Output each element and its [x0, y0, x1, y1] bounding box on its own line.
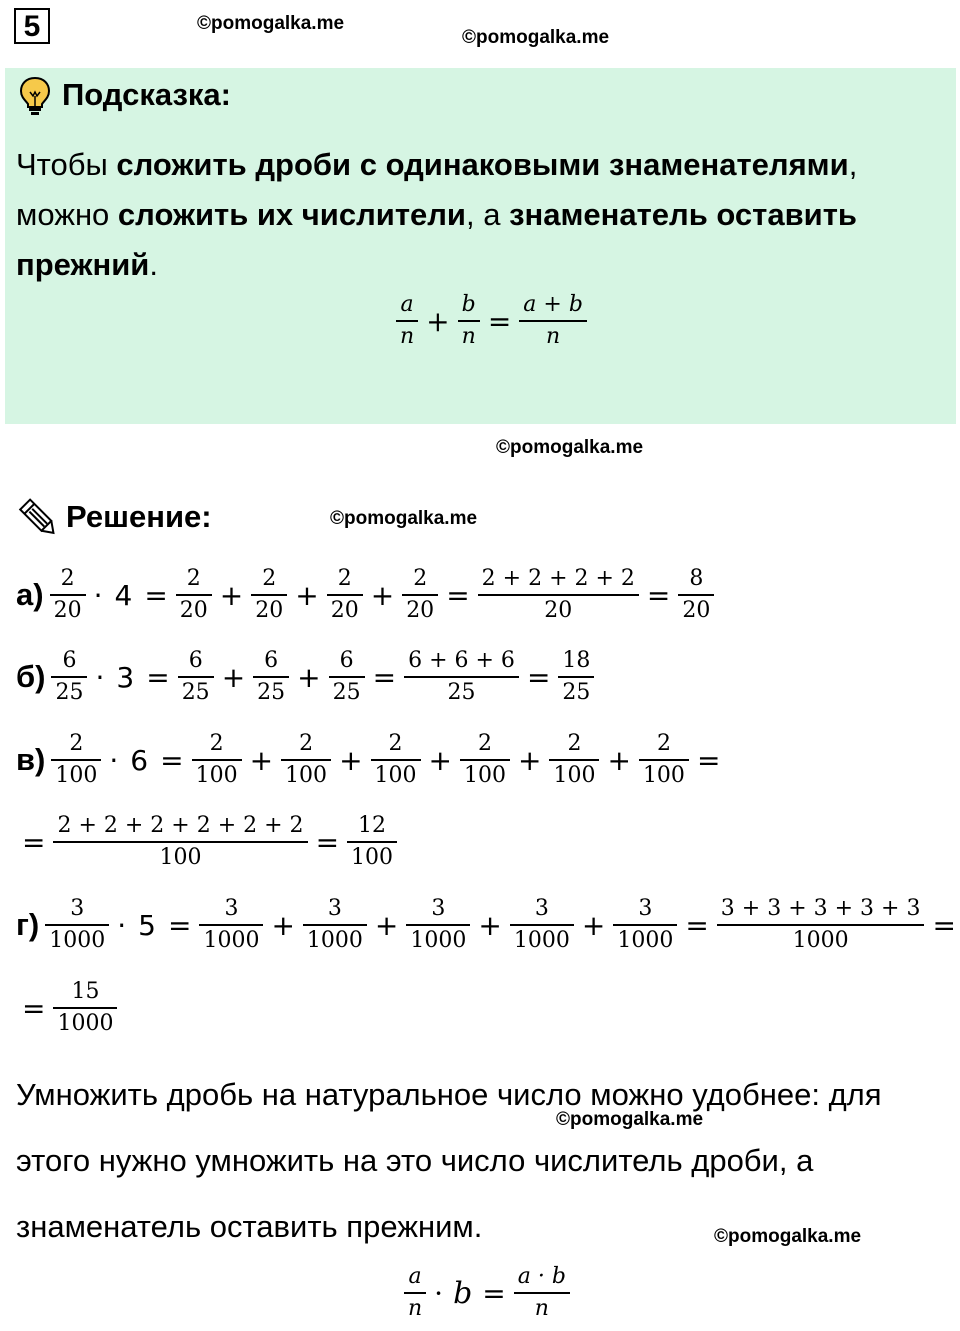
numerator: 6 — [339, 648, 354, 673]
numerator: 2 — [299, 731, 314, 756]
numerator: 2 + 2 + 2 + 2 — [481, 566, 635, 591]
numerator: 3 — [534, 896, 549, 921]
denominator: 1000 — [792, 928, 849, 953]
denominator: 1000 — [410, 928, 467, 953]
fraction — [478, 564, 639, 626]
row-label: а) — [16, 577, 44, 612]
operator: = — [646, 578, 671, 612]
numerator: 2 — [209, 731, 224, 756]
pencil-icon — [18, 496, 62, 540]
denominator: 1000 — [617, 928, 674, 953]
denominator: 25 — [447, 680, 476, 705]
numerator: 2 — [478, 731, 492, 756]
numerator: 2 — [567, 731, 582, 756]
fraction — [406, 894, 470, 956]
operator: + — [271, 908, 295, 942]
fraction — [404, 646, 519, 708]
denominator: 100 — [374, 763, 417, 788]
watermark: ©pomogalka.me — [330, 508, 478, 529]
denominator: 100 — [159, 845, 202, 870]
numerator: 18 — [562, 648, 591, 673]
operator: + — [370, 578, 395, 612]
numerator: 6 — [188, 648, 203, 673]
denominator: 20 — [406, 598, 435, 623]
denominator: 20 — [330, 598, 359, 623]
denominator: 1000 — [203, 928, 260, 953]
hint-text: Чтобы сложить дроби с одинаковыми знаменателями, можно сложить их числители, а знаменатель оставить прежний. — [16, 147, 858, 282]
numerator: 2 — [60, 566, 75, 591]
solution-row — [16, 720, 726, 800]
denominator: 100 — [642, 763, 685, 788]
numerator: 2 — [337, 566, 352, 591]
operator: + — [219, 578, 244, 612]
denominator: 1000 — [49, 928, 106, 953]
row-label: г) — [16, 907, 40, 942]
denominator: 100 — [464, 763, 506, 788]
watermark: ©pomogalka.me — [556, 1109, 704, 1130]
denominator: 20 — [255, 598, 284, 623]
denominator: 20 — [53, 598, 82, 623]
operator: + — [428, 743, 452, 777]
numerator: 8 — [689, 566, 704, 591]
operator: + — [249, 743, 274, 777]
fraction — [51, 729, 101, 791]
fraction — [329, 646, 365, 708]
denominator: 100 — [195, 763, 238, 788]
operator: = — [446, 578, 470, 612]
denominator: 100 — [55, 763, 98, 788]
operator: = — [932, 908, 956, 942]
fraction — [558, 646, 594, 708]
denominator: 100 — [351, 845, 394, 870]
denominator: 20 — [544, 598, 573, 623]
operator: = — [372, 660, 397, 694]
watermark: ©pomogalka.me — [496, 437, 644, 458]
fraction — [192, 729, 242, 791]
denominator: 100 — [285, 763, 328, 788]
fraction — [460, 729, 510, 791]
operator: + — [339, 743, 363, 777]
denominator: 1000 — [306, 928, 363, 953]
operator: + — [221, 660, 246, 694]
denominator: 100 — [553, 763, 596, 788]
solution-row — [16, 555, 716, 635]
numerator: 3 — [431, 896, 446, 921]
operator: + — [607, 743, 631, 777]
numerator: 3 — [638, 896, 653, 921]
operator: = — [146, 660, 170, 694]
watermark: ©pomogalka.me — [714, 1226, 862, 1247]
multiplier: 6 — [130, 743, 149, 777]
fraction — [303, 894, 367, 956]
fraction — [613, 894, 677, 956]
fraction — [251, 564, 287, 626]
watermark: ©pomogalka.me — [462, 27, 610, 48]
denominator: 25 — [332, 680, 361, 705]
hint-formula: $\frac{a}{n}$ + $\frac{b}{n}$ = $\frac{a + b}{n}$ — [394, 290, 589, 352]
numerator: 2 — [262, 566, 277, 591]
operator: + — [374, 908, 399, 942]
fraction — [199, 894, 263, 956]
fraction — [51, 646, 87, 708]
task-number: 5 — [14, 8, 50, 44]
fraction — [510, 894, 574, 956]
fraction — [50, 564, 86, 626]
operator: = — [22, 825, 46, 859]
operator: + — [478, 908, 502, 942]
fraction — [371, 729, 421, 791]
denominator: 20 — [682, 598, 711, 623]
fraction — [53, 977, 117, 1039]
numerator: 3 — [70, 896, 85, 921]
solution-row — [16, 637, 596, 717]
numerator: 15 — [71, 979, 100, 1004]
operator: · — [109, 743, 119, 777]
fraction — [678, 564, 714, 626]
row-label: б) — [16, 659, 46, 694]
operator: · — [117, 908, 127, 942]
solution-row — [16, 802, 399, 882]
operator: + — [295, 578, 319, 612]
operator: = — [315, 825, 340, 859]
numerator: 2 + 2 + 2 + 2 + 2 + 2 — [57, 813, 304, 838]
denominator: 20 — [179, 598, 208, 623]
numerator: 2 — [69, 731, 84, 756]
operator: · — [95, 660, 105, 694]
operator: = — [685, 908, 709, 942]
fraction — [549, 729, 599, 791]
numerator: 6 — [264, 648, 279, 673]
denominator: 25 — [257, 680, 286, 705]
operator: = — [526, 660, 551, 694]
operator: + — [297, 660, 321, 694]
multiplier: 3 — [116, 660, 135, 694]
operator: = — [160, 743, 184, 777]
watermark: ©pomogalka.me — [197, 13, 345, 34]
numerator: 2 — [656, 731, 671, 756]
solution-title: Решение: — [66, 499, 212, 534]
numerator: 6 — [62, 648, 77, 673]
denominator: 1000 — [57, 1011, 114, 1036]
rule-formula: $\frac{a}{n}$ · b = $\frac{a \cdot b}{n}$ — [402, 1262, 572, 1324]
operator: = — [22, 991, 46, 1025]
fraction — [639, 729, 689, 791]
rule-text: Умножить дробь на натуральное число можно удобнее: для этого нужно умножить на это число числитель дроби, а знаменатель оставить прежним. — [16, 1077, 882, 1244]
fraction — [45, 894, 109, 956]
denominator: 25 — [55, 680, 84, 705]
denominator: 25 — [562, 680, 591, 705]
numerator: 6 + 6 + 6 — [408, 648, 515, 673]
fraction — [281, 729, 331, 791]
operator: = — [167, 908, 192, 942]
numerator: 3 + 3 + 3 + 3 + 3 — [720, 896, 921, 921]
hint-title: Подсказка: — [62, 77, 231, 112]
numerator: 2 — [186, 566, 201, 591]
solution-row — [16, 885, 960, 965]
numerator: 2 — [388, 731, 403, 756]
fraction — [327, 564, 363, 626]
denominator: 1000 — [513, 928, 570, 953]
operator: = — [696, 743, 721, 777]
numerator: 3 — [224, 896, 239, 921]
numerator: 3 — [327, 896, 342, 921]
operator: · — [93, 578, 103, 612]
fraction — [347, 811, 397, 873]
numerator: 2 — [413, 566, 428, 591]
solution-row — [16, 968, 119, 1048]
fraction — [176, 564, 212, 626]
fraction — [402, 564, 438, 626]
multiplier: 5 — [138, 908, 156, 942]
fraction — [178, 646, 214, 708]
fraction — [253, 646, 289, 708]
operator: + — [581, 908, 606, 942]
denominator: 25 — [181, 680, 210, 705]
fraction — [53, 811, 307, 873]
fraction — [717, 894, 925, 956]
operator: + — [518, 743, 542, 777]
multiplier: 4 — [114, 578, 133, 612]
operator: = — [144, 578, 168, 612]
numerator: 12 — [358, 813, 387, 838]
lightbulb-icon — [18, 76, 52, 116]
row-label: в) — [16, 742, 46, 777]
